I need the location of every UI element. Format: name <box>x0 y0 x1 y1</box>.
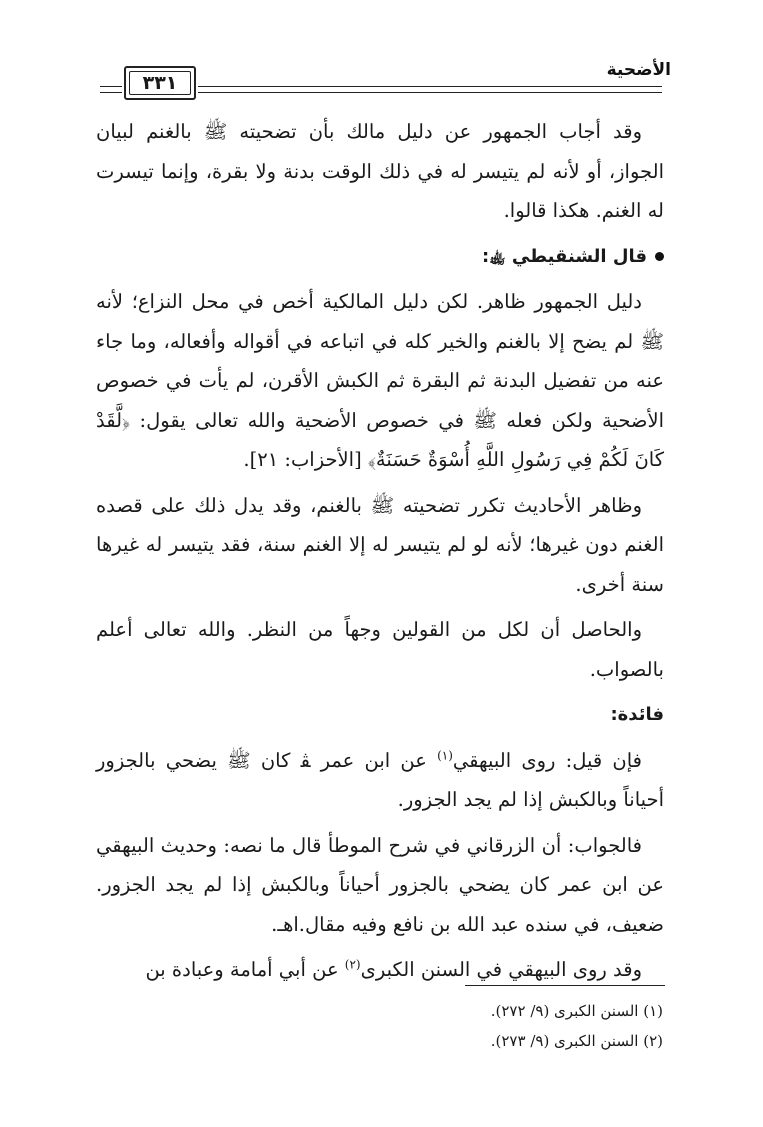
paragraph: وقد أجاب الجمهور عن دليل مالك بأن تضحيته ﷺ بالغنم لبيان الجواز، أو لأنه لم يتيسر له في ذلك الوقت بدنة ولا بقرة، وإنما تيسرت له الغنم. هكذا قالوا. <box>96 120 664 222</box>
header-rule <box>100 92 122 93</box>
paragraph-text: عن ابن عمر ﭭ كان ﷺ يضحي بالجزور أحياناً وبالكبش إذا لم يجد الجزور. <box>96 748 664 811</box>
footnotes <box>103 996 663 1056</box>
header-rule <box>198 86 662 87</box>
bullet-icon <box>655 252 664 261</box>
header-rule <box>100 86 122 87</box>
paragraph-text: وقد روى البيهقي في السنن الكبرى <box>360 958 642 981</box>
paragraph: فالجواب: أن الزرقاني في شرح الموطأ قال ما نصه: وحديث البيهقي عن ابن عمر كان يضحي بالجزور أحياناً وبالكبش إذا لم يجد الجزور. ضعيف، في سنده عبد الله بن نافع وفيه مقال.اهـ. <box>96 833 664 936</box>
paragraph-text: فإن قيل: روى البيهقي <box>452 748 642 772</box>
paragraph: والحاصل أن لكل من القولين وجهاً من النظر. والله تعالى أعلم بالصواب. <box>96 618 664 681</box>
footnote-ref: (٢) <box>344 957 361 972</box>
page-number-box <box>124 66 196 100</box>
section-heading <box>96 237 664 277</box>
footnote: (١) السنن الكبرى (٩/ ٢٧٢). <box>490 1002 663 1020</box>
running-title: الأضحية <box>606 60 671 80</box>
paragraph-text: عن أبي أمامة وعبادة بن <box>145 958 345 981</box>
footnote-separator <box>465 985 665 986</box>
footnote: (٢) السنن الكبرى (٩/ ٢٧٣). <box>490 1032 663 1050</box>
paragraph <box>96 950 664 990</box>
body-text <box>96 112 664 996</box>
section-heading: فائدة: <box>610 704 664 725</box>
paragraph: دليل الجمهور ظاهر. لكن دليل المالكية أخص في محل النزاع؛ لأنه ﷺ لم يضح إلا بالغنم والخير كله في اتباعه في أقواله وأفعاله، وما جاء عنه من تفضيل البدنة ثم البقرة ثم الكبش الأقرن، لم يأت في خصوص الأضحية ولكن فعله ﷺ في خصوص الأضحية والله تعالى يقول: ﴿لَّقَدْ كَانَ لَكُمْ فِي رَسُولِ اللَّهِ أُسْوَةٌ حَسَنَةٌ﴾ [الأحزاب: ٢١]. <box>96 290 664 471</box>
header-rule <box>198 92 662 93</box>
paragraph <box>96 741 664 820</box>
page-number: ٣٣١ <box>142 72 178 94</box>
footnote-ref: (١) <box>437 748 453 762</box>
heading-text: قال الشنقيطي ﵀: <box>482 245 647 267</box>
paragraph: وظاهر الأحاديث تكرر تضحيته ﷺ بالغنم، وقد يدل ذلك على قصده الغنم دون غيرها؛ لأنه لو لم يتيسر له إلا الغنم سنة، فقد يتيسر له غيرها سنة أخرى. <box>96 493 664 596</box>
